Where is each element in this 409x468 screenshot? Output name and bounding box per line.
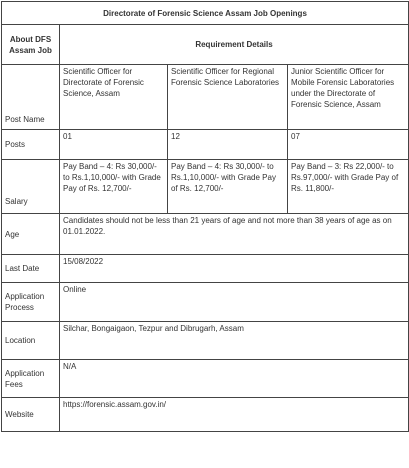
table-row-application-fees: [2, 360, 409, 398]
posts-count-3: 07: [288, 130, 409, 160]
application-process-value: Online: [60, 283, 409, 322]
row-label-posts: Posts: [2, 130, 60, 160]
row-label-location: Location: [2, 322, 60, 360]
post-name-3: Junior Scientific Officer for Mobile Forensic Laboratories under the Directorate of Forensic Science, Assam: [288, 65, 409, 130]
row-label-application-process: Application Process: [2, 283, 60, 322]
row-label-age: Age: [2, 214, 60, 255]
application-fees-value: N/A: [60, 360, 409, 398]
row-label-post-name: Post Name: [2, 65, 60, 130]
row-label-application-fees: Application Fees: [2, 360, 60, 398]
row-label-website: Website: [2, 398, 60, 432]
salary-1: Pay Band – 4: Rs 30,000/- to Rs.1,10,000/- with Grade Pay of Rs. 12,700/-: [60, 160, 168, 214]
post-name-2: Scientific Officer for Regional Forensic Science Laboratories: [168, 65, 288, 130]
salary-3: Pay Band – 3: Rs 22,000/- to Rs.97,000/- with Grade Pay of Rs. 11,800/-: [288, 160, 409, 214]
age-value: Candidates should not be less than 21 years of age and not more than 38 years of age as on 01.01.2022.: [60, 214, 409, 255]
job-openings-table: [1, 1, 409, 432]
last-date-value: 15/08/2022: [60, 255, 409, 283]
table-header-row: [2, 25, 409, 65]
header-requirement-details: Requirement Details: [60, 25, 409, 65]
row-label-last-date: Last Date: [2, 255, 60, 283]
table-row-website: [2, 398, 409, 432]
table-row-salary: [2, 160, 409, 214]
table-row-age: [2, 214, 409, 255]
table-row-post-name: [2, 65, 409, 130]
table-row-last-date: [2, 255, 409, 283]
table-title: Directorate of Forensic Science Assam Job Openings: [2, 2, 409, 25]
post-name-1: Scientific Officer for Directorate of Forensic Science, Assam: [60, 65, 168, 130]
row-label-salary: Salary: [2, 160, 60, 214]
website-link[interactable]: https://forensic.assam.gov.in/: [60, 398, 409, 432]
posts-count-2: 12: [168, 130, 288, 160]
table-title-row: [2, 2, 409, 25]
table-row-location: [2, 322, 409, 360]
table-row-application-process: [2, 283, 409, 322]
salary-2: Pay Band – 4: Rs 30,000/- to Rs.1,10,000/- with Grade Pay of Rs. 12,700/-: [168, 160, 288, 214]
header-about: About DFS Assam Job: [2, 25, 60, 65]
location-value: Silchar, Bongaigaon, Tezpur and Dibrugarh, Assam: [60, 322, 409, 360]
posts-count-1: 01: [60, 130, 168, 160]
table-row-posts: [2, 130, 409, 160]
